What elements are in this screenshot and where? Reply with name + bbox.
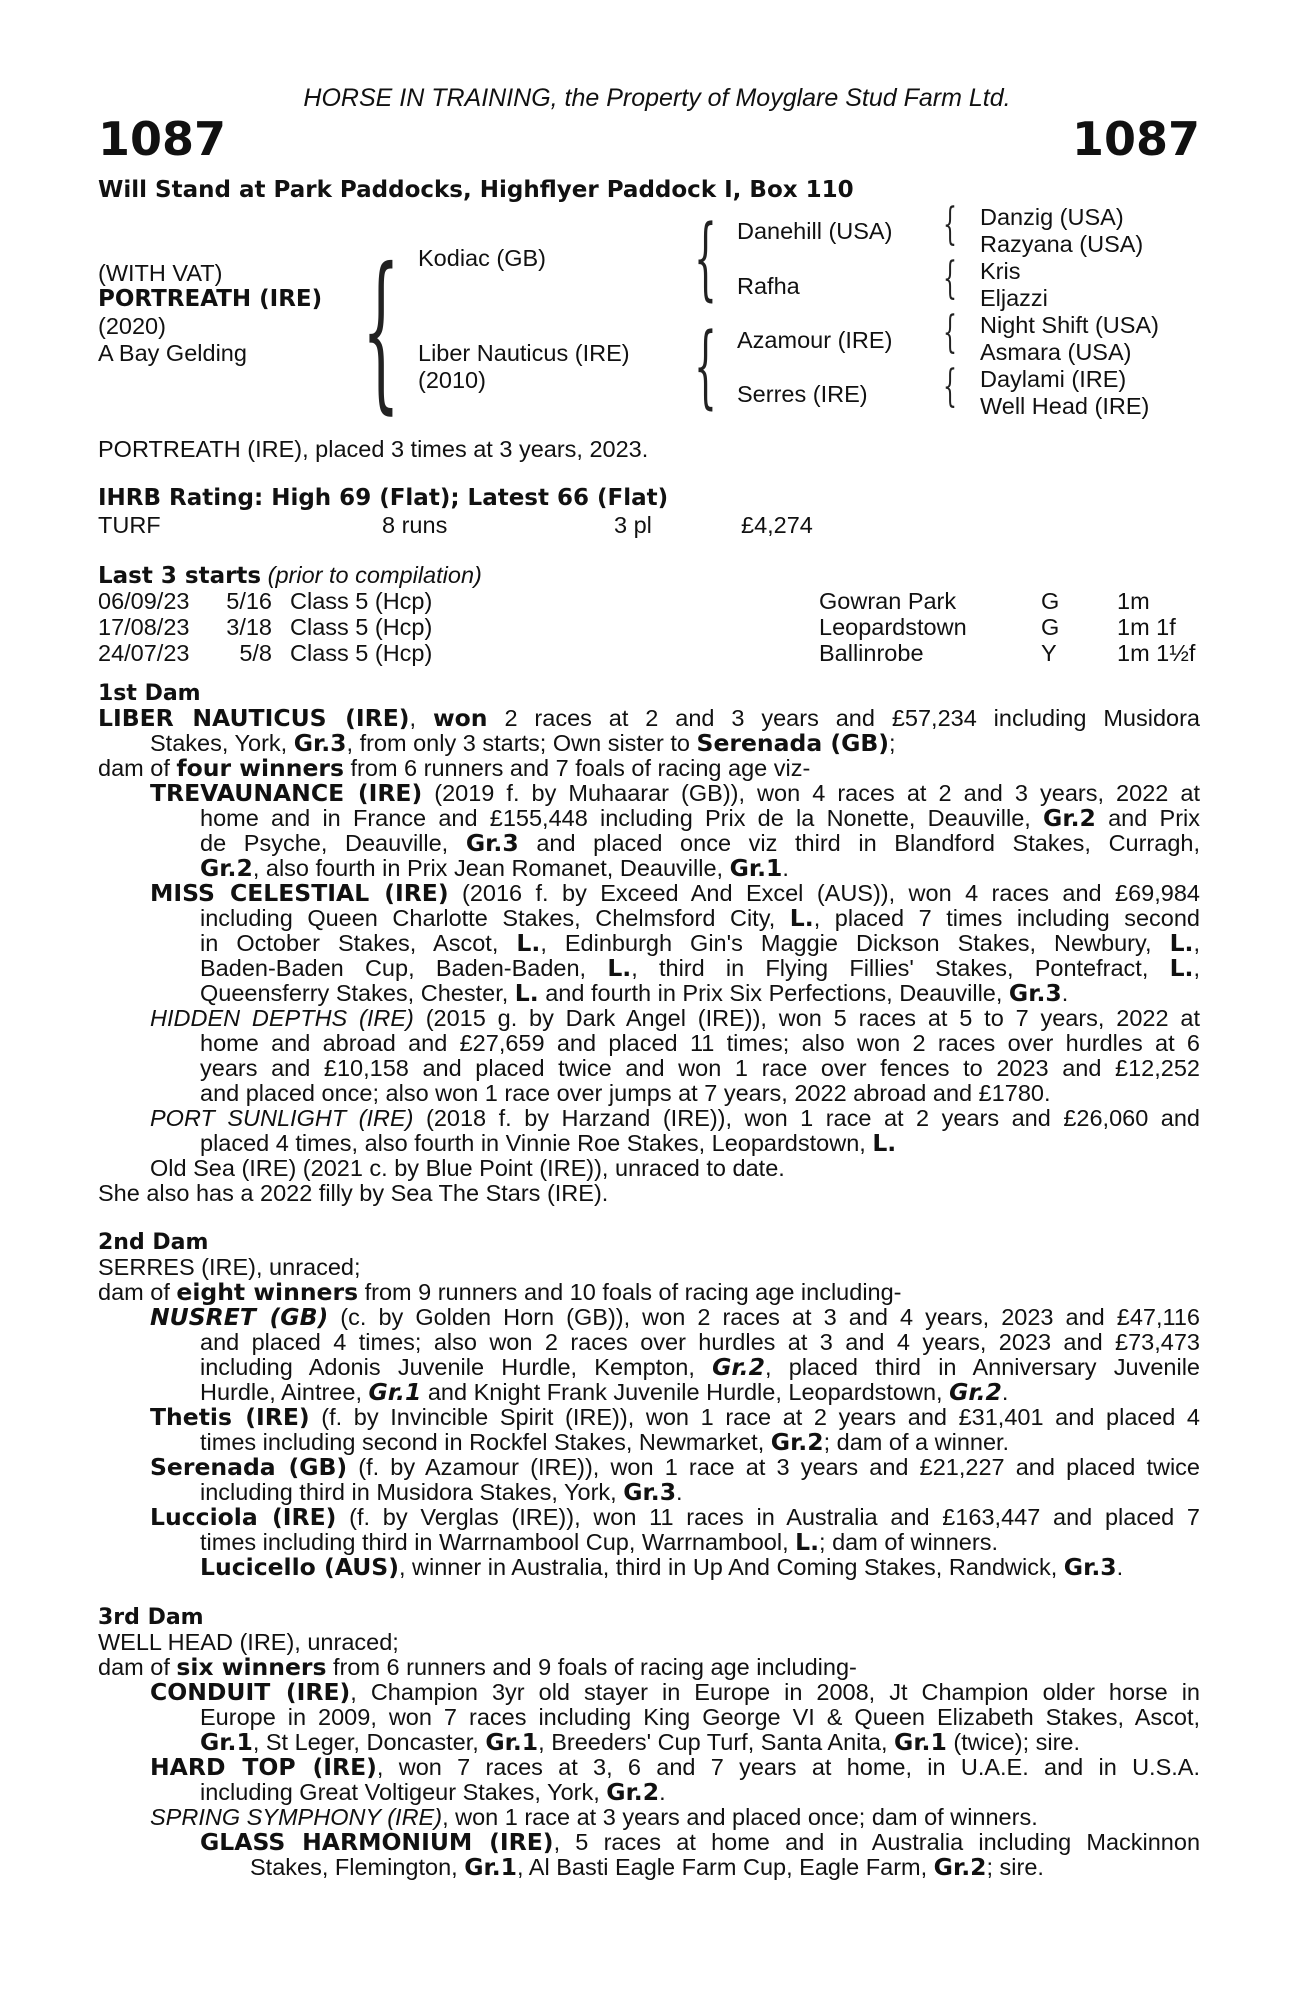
horse-description: A Bay Gelding: [98, 340, 247, 366]
progeny-entry-cont: and placed 4 times; also won 2 races over hurdles at 3 and 4 years, 2023 and £73,473: [200, 1329, 1200, 1355]
pedigree-dam: Liber Nauticus (IRE): [418, 340, 630, 366]
third-dam-line: WELL HEAD (IRE), unraced;: [98, 1629, 399, 1655]
pedigree-ggp-3: Kris: [980, 258, 1021, 284]
vat-note: (WITH VAT): [98, 260, 223, 286]
first-dam-heading: 1st Dam: [98, 681, 201, 706]
progeny-name: HIDDEN DEPTHS (IRE): [150, 1005, 414, 1031]
rating-surface: TURF: [98, 512, 161, 538]
progeny-entry-cont: times including second in Rockfel Stakes, Newmarket, Gr.2; dam of a winner.: [200, 1428, 1010, 1456]
horse-year: (2020): [98, 313, 166, 339]
progeny-entry-cont: Gr.1, St Leger, Doncaster, Gr.1, Breeders' Cup Turf, Santa Anita, Gr.1 (twice); sire.: [200, 1728, 1081, 1756]
progeny-entry-cont: de Psyche, Deauville, Gr.3 and placed once viz third in Blandford Stakes, Curragh,: [200, 829, 1200, 857]
start-distance: 1m 1½f: [1117, 640, 1196, 666]
pedigree-sire-dam: Rafha: [737, 273, 800, 299]
progeny-entry-cont: times including third in Warrnambool Cup, Warrnambool, L.; dam of winners.: [200, 1528, 998, 1556]
progeny-entry: Lucciola (IRE) (f. by Verglas (IRE)), won 11 races in Australia and £163,447 and placed 7: [150, 1503, 1200, 1531]
start-class: Class 5 (Hcp): [290, 588, 433, 614]
start-course: Leopardstown: [819, 614, 967, 640]
start-distance: 1m: [1117, 588, 1150, 614]
lot-number-left: 1087: [98, 112, 227, 166]
progeny-entry: NUSRET (GB) (c. by Golden Horn (GB)), won 2 races at 3 and 4 years, 2023 and £47,116: [150, 1303, 1200, 1331]
progeny-entry: Thetis (IRE) (f. by Invincible Spirit (IRE)), won 1 race at 2 years and £31,401 and placed 4: [150, 1403, 1200, 1431]
pedigree-brace-g2: {: [943, 253, 957, 304]
pedigree-brace-dam: {: [694, 314, 717, 419]
pedigree-brace-g3: {: [943, 307, 957, 358]
progeny-entry: HIDDEN DEPTHS (IRE) (2015 g. by Dark Angel (IRE)), won 5 races at 5 to 7 years, 2022 at: [150, 1005, 1200, 1031]
first-dam-line: dam of four winners from 6 runners and 7 foals of racing age viz-: [98, 754, 811, 782]
progeny-entry-cont: in October Stakes, Ascot, L., Edinburgh Gin's Maggie Dickson Stakes, Newbury, L.,: [200, 929, 1200, 957]
second-dam-line: SERRES (IRE), unraced;: [98, 1254, 361, 1280]
progeny-entry-cont: Stakes, Flemington, Gr.1, Al Basti Eagle Farm Cup, Eagle Farm, Gr.2; sire.: [250, 1853, 1044, 1881]
last-starts-title: Last 3 starts: [98, 563, 262, 589]
stabling-info: Will Stand at Park Paddocks, Highflyer Paddock I, Box 110: [98, 177, 854, 203]
second-dam-line: dam of eight winners from 9 runners and 10 foals of racing age including-: [98, 1278, 902, 1306]
progeny-name: Thetis (IRE): [150, 1403, 310, 1431]
pedigree-sire: Kodiac (GB): [418, 245, 546, 271]
last-starts-note: (prior to compilation): [267, 562, 482, 588]
first-dam-line: LIBER NAUTICUS (IRE), won 2 races at 2 and 3 years and £57,234 including Musidora: [98, 704, 1200, 732]
second-dam-heading: 2nd Dam: [98, 1230, 209, 1255]
progeny-entry: MISS CELESTIAL (IRE) (2016 f. by Exceed And Excel (AUS)), won 4 races and £69,984: [150, 879, 1200, 907]
rating-title: IHRB Rating: High 69 (Flat); Latest 66 (Flat): [98, 485, 669, 511]
pedigree-ggp-1: Danzig (USA): [980, 204, 1124, 230]
rating-earnings: £4,274: [741, 512, 813, 538]
pedigree-ggp-8: Well Head (IRE): [980, 393, 1150, 419]
rating-runs: 8 runs: [382, 512, 448, 538]
start-date: 17/08/23: [98, 614, 190, 640]
progeny-entry-cont: years and £10,158 and placed twice and won 1 race over fences to 2023 and £12,252: [200, 1055, 1200, 1081]
start-going: G: [1041, 588, 1060, 614]
pedigree-ggp-6: Asmara (USA): [980, 339, 1132, 365]
start-course: Ballinrobe: [819, 640, 924, 666]
progeny-name: Serenada (GB): [150, 1453, 348, 1481]
progeny-name: CONDUIT (IRE): [150, 1678, 351, 1706]
progeny-entry-cont: Queensferry Stakes, Chester, L. and fourth in Prix Six Perfections, Deauville, Gr.3.: [200, 979, 1069, 1007]
progeny-name: GLASS HARMONIUM (IRE): [200, 1828, 554, 1856]
progeny-entry: Old Sea (IRE) (2021 c. by Blue Point (IRE)), unraced to date.: [150, 1155, 785, 1181]
progeny-name: PORT SUNLIGHT (IRE): [150, 1105, 414, 1131]
progeny-name: HARD TOP (IRE): [150, 1753, 377, 1781]
progeny-entry: Serenada (GB) (f. by Azamour (IRE)), won 1 race at 3 years and £21,227 and placed twice: [150, 1453, 1200, 1481]
progeny-entry-cont: and placed once; also won 1 race over jumps at 7 years, 2022 abroad and £1780.: [200, 1080, 1051, 1106]
dam-name: LIBER NAUTICUS (IRE): [98, 704, 410, 732]
start-date: 06/09/23: [98, 588, 190, 614]
progeny-entry-cont: including third in Musidora Stakes, York, Gr.3.: [200, 1478, 683, 1506]
progeny-entry-cont: Europe in 2009, won 7 races including King George VI & Queen Elizabeth Stakes, Ascot,: [200, 1704, 1200, 1730]
third-dam-line: dam of six winners from 6 runners and 9 foals of racing age including-: [98, 1653, 857, 1681]
progeny-entry-cont: Baden-Baden Cup, Baden-Baden, L., third in Flying Fillies' Stakes, Pontefract, L.,: [200, 954, 1201, 982]
progeny-entry-cont: including Great Voltigeur Stakes, York, Gr.2.: [200, 1778, 666, 1806]
progeny-entry-cont: home and abroad and £27,659 and placed 11 times; also won 2 races over hurdles at 6: [200, 1030, 1200, 1056]
first-dam-note: She also has a 2022 filly by Sea The Stars (IRE).: [98, 1180, 609, 1206]
first-dam-line: Stakes, York, Gr.3, from only 3 starts; Own sister to Serenada (GB);: [150, 729, 896, 757]
start-position: 3/18: [226, 614, 272, 640]
start-going: Y: [1041, 640, 1057, 666]
progeny-name: TREVAUNANCE (IRE): [150, 779, 423, 807]
progeny-entry-sub: Lucicello (AUS), winner in Australia, third in Up And Coming Stakes, Randwick, Gr.3.: [200, 1553, 1124, 1581]
pedigree-dam-sire: Azamour (IRE): [737, 327, 893, 353]
progeny-entry-sub: GLASS HARMONIUM (IRE), 5 races at home and in Australia including Mackinnon: [200, 1828, 1201, 1856]
pedigree-dam-dam: Serres (IRE): [737, 381, 868, 407]
pedigree-ggp-7: Daylami (IRE): [980, 366, 1127, 392]
start-position: 5/8: [239, 640, 272, 666]
start-position: 5/16: [226, 588, 272, 614]
pedigree-brace-g1: {: [943, 199, 957, 250]
progeny-name: NUSRET (GB): [150, 1303, 329, 1331]
progeny-entry-cont: placed 4 times, also fourth in Vinnie Roe Stakes, Leopardstown, L.: [200, 1129, 897, 1157]
progeny-name: MISS CELESTIAL (IRE): [150, 879, 449, 907]
progeny-entry: HARD TOP (IRE), won 7 races at 3, 6 and 7 years at home, in U.A.E. and in U.S.A.: [150, 1753, 1200, 1781]
pedigree-brace-sire: {: [694, 206, 717, 311]
progeny-entry: PORT SUNLIGHT (IRE) (2018 f. by Harzand (IRE)), won 1 race at 2 years and £26,060 and: [150, 1105, 1200, 1131]
last-starts-heading: [98, 562, 482, 589]
progeny-entry-cont: home and in France and £155,448 including Prix de la Nonette, Deauville, Gr.2 and Prix: [200, 804, 1200, 832]
start-distance: 1m 1f: [1117, 614, 1176, 640]
start-course: Gowran Park: [819, 588, 957, 614]
pedigree-ggp-4: Eljazzi: [980, 285, 1048, 311]
progeny-entry: CONDUIT (IRE), Champion 3yr old stayer in Europe in 2008, Jt Champion older horse in: [150, 1678, 1200, 1706]
start-class: Class 5 (Hcp): [290, 640, 433, 666]
start-class: Class 5 (Hcp): [290, 614, 433, 640]
horse-name: PORTREATH (IRE): [98, 286, 323, 312]
pedigree-ggp-2: Razyana (USA): [980, 231, 1144, 257]
progeny-name: Lucicello (AUS): [200, 1553, 399, 1581]
rating-placed: 3 pl: [614, 512, 652, 538]
start-going: G: [1041, 614, 1060, 640]
progeny-entry-cont: Hurdle, Aintree, Gr.1 and Knight Frank Juvenile Hurdle, Leopardstown, Gr.2.: [200, 1378, 1009, 1406]
race-summary: PORTREATH (IRE), placed 3 times at 3 years, 2023.: [98, 436, 649, 462]
progeny-entry-cont: Gr.2, also fourth in Prix Jean Romanet, Deauville, Gr.1.: [200, 854, 789, 882]
progeny-entry: SPRING SYMPHONY (IRE), won 1 race at 3 years and placed once; dam of winners.: [150, 1804, 1038, 1830]
pedigree-brace-g4: {: [943, 361, 957, 412]
start-date: 24/07/23: [98, 640, 190, 666]
progeny-name: Lucciola (IRE): [150, 1503, 337, 1531]
progeny-entry: TREVAUNANCE (IRE) (2019 f. by Muhaarar (GB)), won 4 races at 2 and 3 years, 2022 at: [150, 779, 1200, 807]
pedigree-sire-sire: Danehill (USA): [737, 218, 893, 244]
page-header: HORSE IN TRAINING, the Property of Moyglare Stud Farm Ltd.: [303, 84, 1011, 112]
progeny-name: SPRING SYMPHONY (IRE): [150, 1804, 443, 1830]
lot-number-right: 1087: [1071, 112, 1200, 166]
pedigree-dam-year: (2010): [418, 367, 486, 393]
third-dam-heading: 3rd Dam: [98, 1605, 204, 1630]
pedigree-ggp-5: Night Shift (USA): [980, 312, 1159, 338]
progeny-entry-cont: including Queen Charlotte Stakes, Chelmsford City, L., placed 7 times including second: [200, 904, 1200, 932]
progeny-entry-cont: including Adonis Juvenile Hurdle, Kempton, Gr.2, placed third in Anniversary Juvenile: [200, 1353, 1200, 1381]
pedigree-brace-main: {: [362, 232, 400, 430]
